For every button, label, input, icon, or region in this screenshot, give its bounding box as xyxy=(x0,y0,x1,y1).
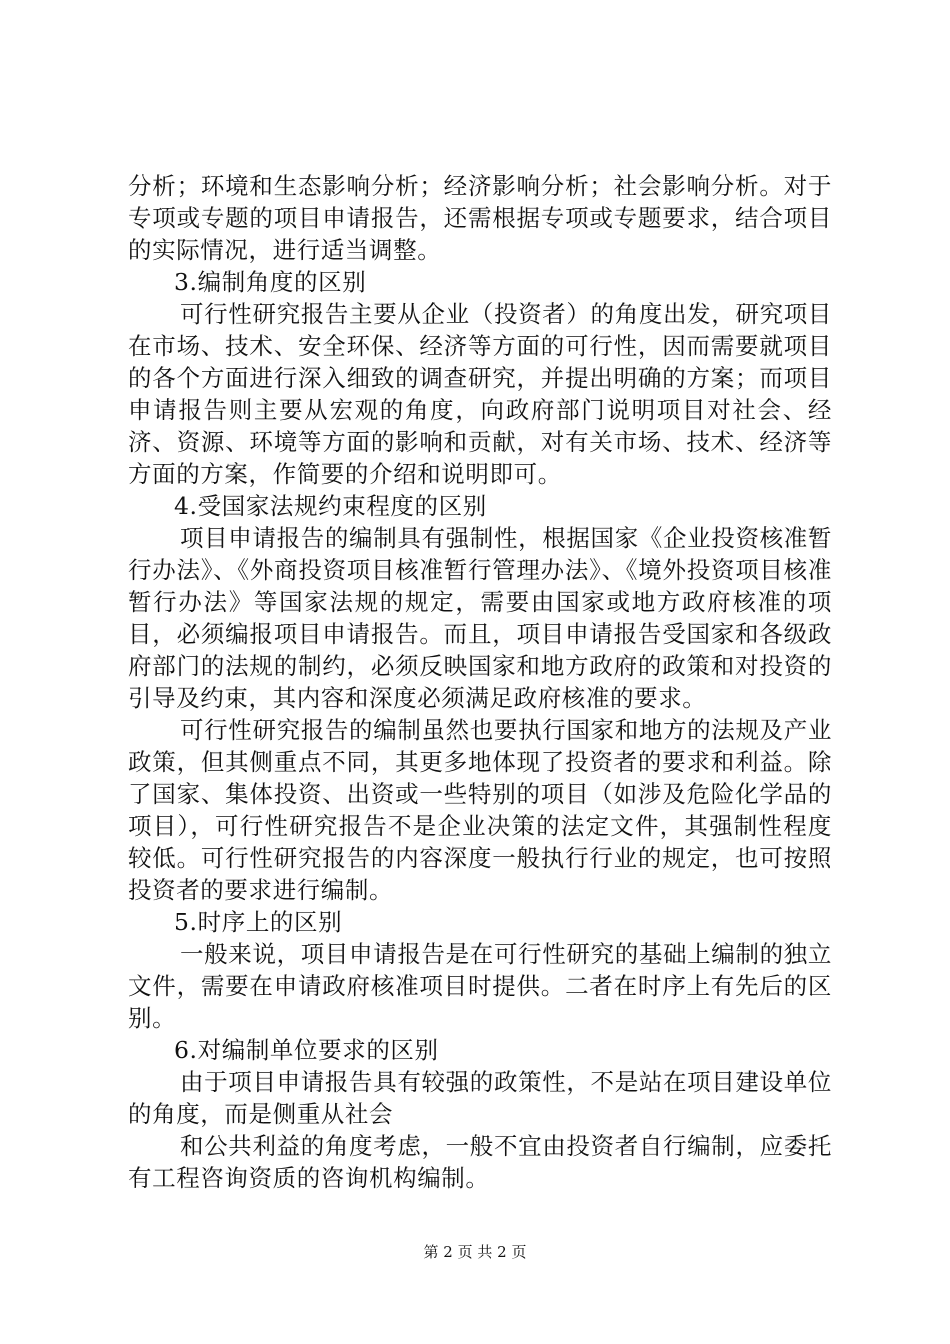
body-paragraph: 一般来说，项目申请报告是在可行性研究的基础上编制的独立文件，需要在申请政府核准项目时提供。二者在时序上有先后的区别。 xyxy=(128,940,832,1032)
section-heading: 4.受国家法规约束程度的区别 xyxy=(174,492,487,520)
body-paragraph: 项目申请报告的编制具有强制性，根据国家《企业投资核准暂行办法》、《外商投资项目核准暂行管理办法》、《境外投资项目核准暂行办法》等国家法规的规定，需要由国家或地方政府核准的项目，必须编报项目申请报告。而且，项目申请报告受国家和各级政府部门的法规的制约，必须反映国家和地方政府的政策和对投资的引导及约束，其内容和深度必须满足政府核准的要求。 xyxy=(128,524,832,712)
section-heading: 6.对编制单位要求的区别 xyxy=(174,1036,439,1064)
section-heading: 3.编制角度的区别 xyxy=(174,268,367,296)
section-heading: 5.时序上的区别 xyxy=(174,908,343,936)
document-body xyxy=(128,170,832,1194)
body-paragraph: 可行性研究报告的编制虽然也要执行国家和地方的法规及产业政策，但其侧重点不同，其更多地体现了投资者的要求和利益。除了国家、集体投资、出资或一些特别的项目（如涉及危险化学品的项目），可行性研究报告不是企业决策的法定文件，其强制性程度较低。可行性研究报告的内容深度一般执行行业的规定，也可按照投资者的要求进行编制。 xyxy=(128,716,832,904)
body-paragraph: 和公共利益的角度考虑，一般不宜由投资者自行编制，应委托有工程咨询资质的咨询机构编制。 xyxy=(128,1132,832,1192)
body-paragraph: 由于项目申请报告具有较强的政策性，不是站在项目建设单位的角度，而是侧重从社会 xyxy=(128,1068,832,1128)
page-number-footer: 第 2 页 共 2 页 xyxy=(423,1243,527,1261)
body-paragraph: 可行性研究报告主要从企业（投资者）的角度出发，研究项目在市场、技术、安全环保、经济等方面的可行性，因而需要就项目的各个方面进行深入细致的调查研究，并提出明确的方案；而项目申请报告则主要从宏观的角度，向政府部门说明项目对社会、经济、资源、环境等方面的影响和贡献，对有关市场、技术、经济等方面的方案，作简要的介绍和说明即可。 xyxy=(128,300,832,488)
body-paragraph: 分析；环境和生态影响分析；经济影响分析；社会影响分析。对于专项或专题的项目申请报告，还需根据专项或专题要求，结合项目的实际情况，进行适当调整。 xyxy=(128,172,832,264)
